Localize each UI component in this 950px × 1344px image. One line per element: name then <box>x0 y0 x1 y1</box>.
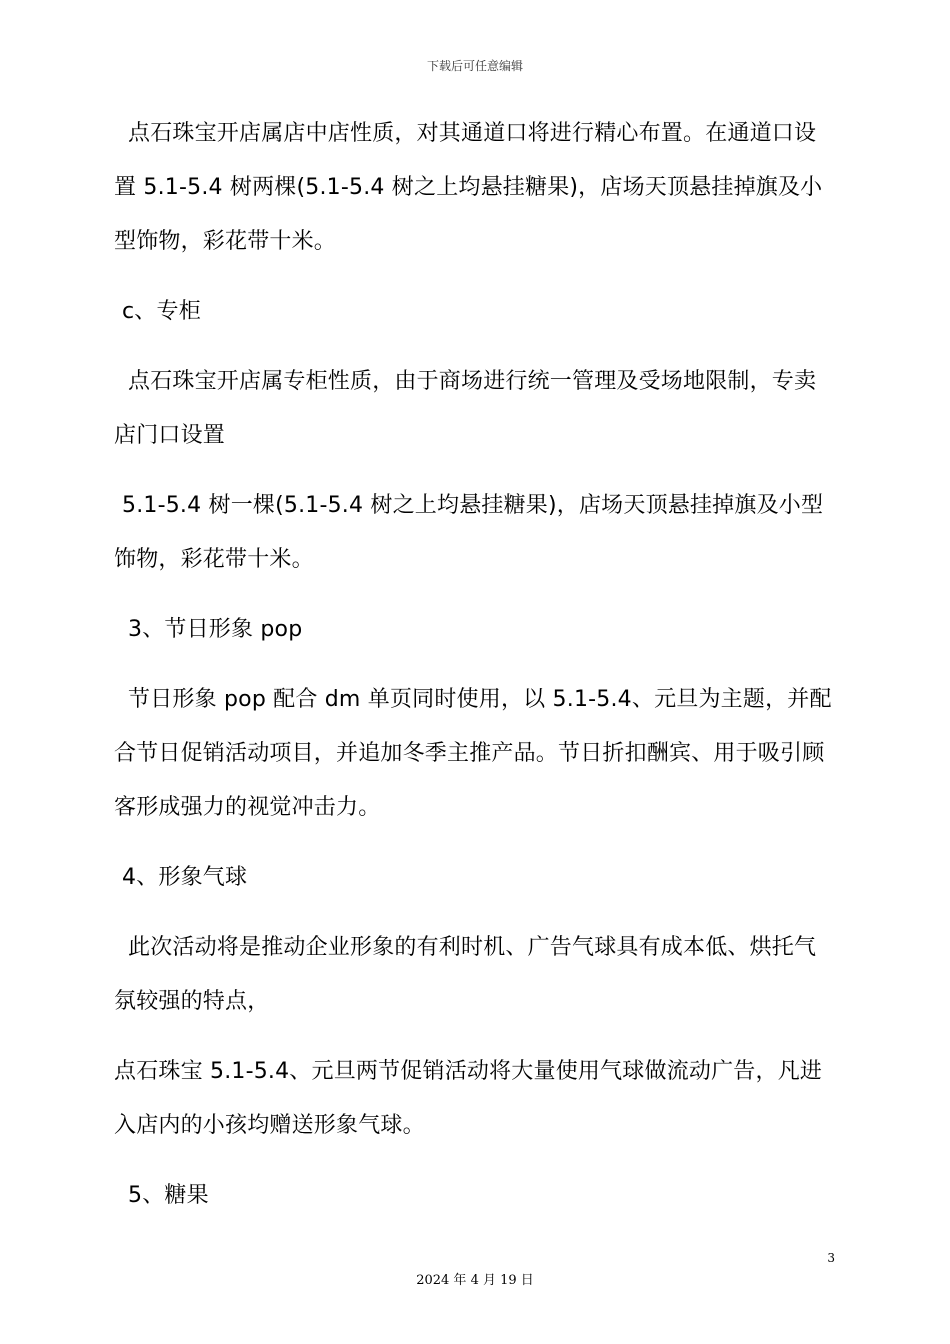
document-body <box>114 107 838 1239</box>
heading-balloons: 4、形象气球 <box>122 865 248 890</box>
paragraph-store-in-store: 点石珠宝开店属店中店性质，对其通道口将进行精心布置。在通道口设置 5.1-5.4 树两棵(5.1-5.4 树之上均悬挂糖果)，店场天顶悬挂掉旗及小型饰物，彩花带十米。 <box>114 121 823 254</box>
page-header: 下载后可任意编辑 <box>426 59 523 73</box>
paragraph-counter-tree: 5.1-5.4 树一棵(5.1-5.4 树之上均悬挂糖果)，店场天顶悬挂掉旗及小型饰物，彩花带十米。 <box>114 493 824 572</box>
paragraph-balloons-intro: 此次活动将是推动企业形象的有利时机、广告气球具有成本低、烘托气氛较强的特点， <box>114 935 817 1014</box>
paragraph-festival-pop: 节日形象 pop 配合 dm 单页同时使用，以 5.1-5.4、元旦为主题，并配合节日促销活动项目，并追加冬季主推产品。节日折扣酬宾、用于吸引顾客形成强力的视觉冲击力。 <box>114 687 832 820</box>
heading-counter: c、专柜 <box>122 299 201 324</box>
heading-festival-pop: 3、节日形象 pop <box>128 617 303 642</box>
footer-date: 2024 年 4 月 19 日 <box>416 1273 534 1288</box>
paragraph-counter: 点石珠宝开店属专柜性质，由于商场进行统一管理及受场地限制，专卖店门口设置 <box>114 369 817 448</box>
heading-candy: 5、糖果 <box>128 1183 209 1208</box>
paragraph-balloons-detail: 点石珠宝 5.1-5.4、元旦两节促销活动将大量使用气球做流动广告，凡进入店内的小孩均赠送形象气球。 <box>114 1059 823 1138</box>
page-number: 3 <box>827 1251 835 1265</box>
